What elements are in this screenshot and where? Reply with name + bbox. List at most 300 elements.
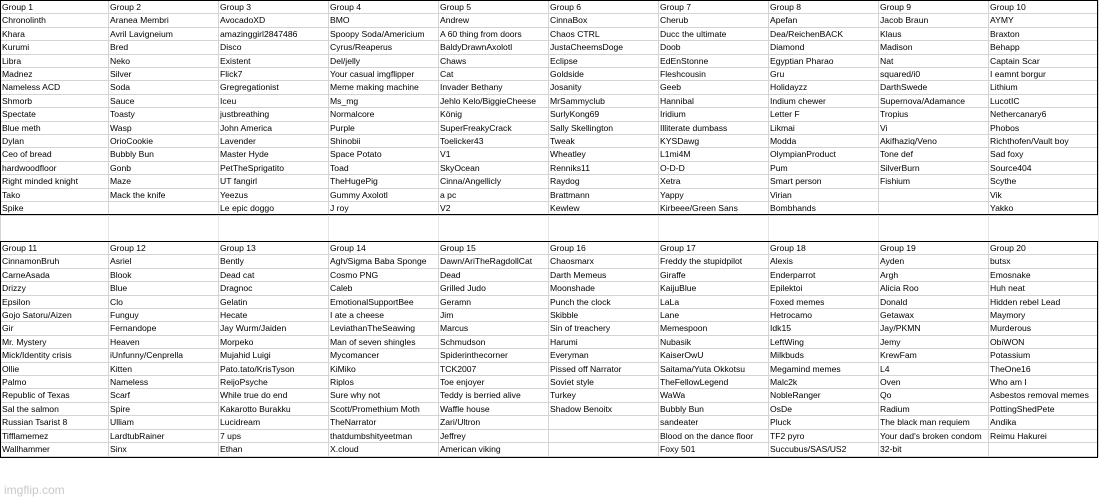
- member-cell[interactable]: Emosnake: [989, 268, 1099, 281]
- member-cell[interactable]: Renniks11: [549, 161, 659, 174]
- member-cell[interactable]: Qo: [879, 389, 989, 402]
- member-cell[interactable]: PottingShedPete: [989, 402, 1099, 415]
- member-cell[interactable]: Alicia Roo: [879, 282, 989, 295]
- member-cell[interactable]: [989, 443, 1099, 456]
- member-cell[interactable]: TheHugePig: [329, 175, 439, 188]
- member-cell[interactable]: Cinna/Angellicly: [439, 175, 549, 188]
- member-cell[interactable]: Apefan: [769, 14, 879, 27]
- member-cell[interactable]: Hannibal: [659, 94, 769, 107]
- member-cell[interactable]: thatdumbshityeetman: [329, 429, 439, 442]
- member-cell[interactable]: Milkbuds: [769, 349, 879, 362]
- member-cell[interactable]: A 60 thing from doors: [439, 27, 549, 40]
- member-cell[interactable]: Indium chewer: [769, 94, 879, 107]
- member-cell[interactable]: Teddy is berried alive: [439, 389, 549, 402]
- member-cell[interactable]: LardtubRainer: [109, 429, 219, 442]
- member-cell[interactable]: Ollie: [1, 362, 109, 375]
- member-cell[interactable]: Nethercanary6: [989, 108, 1099, 121]
- member-cell[interactable]: Bombhands: [769, 202, 879, 215]
- member-cell[interactable]: Andrew: [439, 14, 549, 27]
- member-cell[interactable]: Blue meth: [1, 121, 109, 134]
- member-cell[interactable]: Existent: [219, 54, 329, 67]
- member-cell[interactable]: Geramn: [439, 295, 549, 308]
- member-cell[interactable]: Jemy: [879, 335, 989, 348]
- member-cell[interactable]: EdEnStonne: [659, 54, 769, 67]
- member-cell[interactable]: Diamond: [769, 41, 879, 54]
- member-cell[interactable]: SilverBurn: [879, 161, 989, 174]
- member-cell[interactable]: CinnaBox: [549, 14, 659, 27]
- member-cell[interactable]: Sal the salmon: [1, 402, 109, 415]
- member-cell[interactable]: Eclipse: [549, 54, 659, 67]
- member-cell[interactable]: Kewlew: [549, 202, 659, 215]
- member-cell[interactable]: L4: [879, 362, 989, 375]
- member-cell[interactable]: Mick/Identity crisis: [1, 349, 109, 362]
- member-cell[interactable]: Dead: [439, 268, 549, 281]
- member-cell[interactable]: Space Potato: [329, 148, 439, 161]
- member-cell[interactable]: Scarf: [109, 389, 219, 402]
- member-cell[interactable]: Hecate: [219, 309, 329, 322]
- member-cell[interactable]: Mr. Mystery: [1, 335, 109, 348]
- member-cell[interactable]: Caleb: [329, 282, 439, 295]
- member-cell[interactable]: LaLa: [659, 295, 769, 308]
- member-cell[interactable]: OrioCookie: [109, 135, 219, 148]
- member-cell[interactable]: hardwoodfloor: [1, 161, 109, 174]
- member-cell[interactable]: a pc: [439, 188, 549, 201]
- member-cell[interactable]: Bently: [219, 255, 329, 268]
- member-cell[interactable]: Chronolinth: [1, 14, 109, 27]
- member-cell[interactable]: Richthofen/Vault boy: [989, 135, 1099, 148]
- member-cell[interactable]: Waffle house: [439, 402, 549, 415]
- group-header-cell[interactable]: Group 13: [219, 242, 329, 255]
- member-cell[interactable]: Sin of treachery: [549, 322, 659, 335]
- member-cell[interactable]: [549, 443, 659, 456]
- member-cell[interactable]: I ate a cheese: [329, 309, 439, 322]
- member-cell[interactable]: Wasp: [109, 121, 219, 134]
- member-cell[interactable]: Asriel: [109, 255, 219, 268]
- member-cell[interactable]: Pum: [769, 161, 879, 174]
- member-cell[interactable]: Sad foxy: [989, 148, 1099, 161]
- member-cell[interactable]: KaijuBlue: [659, 282, 769, 295]
- group-header-cell[interactable]: Group 15: [439, 242, 549, 255]
- member-cell[interactable]: Epsilon: [1, 295, 109, 308]
- member-cell[interactable]: Jacob Braun: [879, 14, 989, 27]
- member-cell[interactable]: Klaus: [879, 27, 989, 40]
- member-cell[interactable]: X.cloud: [329, 443, 439, 456]
- member-cell[interactable]: Who am I: [989, 376, 1099, 389]
- member-cell[interactable]: Dea/ReichenBACK: [769, 27, 879, 40]
- member-cell[interactable]: Darth Memeus: [549, 268, 659, 281]
- member-cell[interactable]: Agh/Sigma Baba Sponge: [329, 255, 439, 268]
- member-cell[interactable]: Ulliam: [109, 416, 219, 429]
- member-cell[interactable]: Wheatley: [549, 148, 659, 161]
- member-cell[interactable]: Bubbly Bun: [659, 402, 769, 415]
- member-cell[interactable]: Enderparrot: [769, 268, 879, 281]
- member-cell[interactable]: Akifhaziq/Veno: [879, 135, 989, 148]
- member-cell[interactable]: Fishium: [879, 175, 989, 188]
- member-cell[interactable]: Goldside: [549, 68, 659, 81]
- member-cell[interactable]: Jeffrey: [439, 429, 549, 442]
- member-cell[interactable]: Tweak: [549, 135, 659, 148]
- member-cell[interactable]: MrSammyclub: [549, 94, 659, 107]
- member-cell[interactable]: ReijoPsyche: [219, 376, 329, 389]
- member-cell[interactable]: KiMiko: [329, 362, 439, 375]
- member-cell[interactable]: Ms_mg: [329, 94, 439, 107]
- member-cell[interactable]: Maze: [109, 175, 219, 188]
- member-cell[interactable]: Gelatin: [219, 295, 329, 308]
- member-cell[interactable]: Blue: [109, 282, 219, 295]
- member-cell[interactable]: Letter F: [769, 108, 879, 121]
- member-cell[interactable]: V1: [439, 148, 549, 161]
- member-cell[interactable]: Kirbeee/Green Sans: [659, 202, 769, 215]
- member-cell[interactable]: König: [439, 108, 549, 121]
- member-cell[interactable]: [549, 416, 659, 429]
- member-cell[interactable]: Gregregationist: [219, 81, 329, 94]
- member-cell[interactable]: Shmorb: [1, 94, 109, 107]
- member-cell[interactable]: Holidayzz: [769, 81, 879, 94]
- member-cell[interactable]: Turkey: [549, 389, 659, 402]
- member-cell[interactable]: Pato.tato/KrisTyson: [219, 362, 329, 375]
- member-cell[interactable]: Jay/PKMN: [879, 322, 989, 335]
- member-cell[interactable]: Iceu: [219, 94, 329, 107]
- member-cell[interactable]: Your casual imgflipper: [329, 68, 439, 81]
- member-cell[interactable]: Memespoon: [659, 322, 769, 335]
- member-cell[interactable]: Egyptian Pharao: [769, 54, 879, 67]
- member-cell[interactable]: Getawax: [879, 309, 989, 322]
- member-cell[interactable]: Cyrus/Reaperus: [329, 41, 439, 54]
- member-cell[interactable]: Soviet style: [549, 376, 659, 389]
- member-cell[interactable]: Harumi: [549, 335, 659, 348]
- member-cell[interactable]: [549, 429, 659, 442]
- member-cell[interactable]: Aranea Membri: [109, 14, 219, 27]
- member-cell[interactable]: Gummy Axolotl: [329, 188, 439, 201]
- member-cell[interactable]: Iridium: [659, 108, 769, 121]
- member-cell[interactable]: Right minded knight: [1, 175, 109, 188]
- group-header-cell[interactable]: Group 5: [439, 1, 549, 14]
- member-cell[interactable]: Idk15: [769, 322, 879, 335]
- member-cell[interactable]: Disco: [219, 41, 329, 54]
- member-cell[interactable]: Your dad's broken condom: [879, 429, 989, 442]
- member-cell[interactable]: Invader Bethany: [439, 81, 549, 94]
- member-cell[interactable]: KaiserOwU: [659, 349, 769, 362]
- member-cell[interactable]: Gonb: [109, 161, 219, 174]
- member-cell[interactable]: Pissed off Narrator: [549, 362, 659, 375]
- member-cell[interactable]: Raydog: [549, 175, 659, 188]
- member-cell[interactable]: Kitten: [109, 362, 219, 375]
- member-cell[interactable]: Hidden rebel Lead: [989, 295, 1099, 308]
- member-cell[interactable]: Vi: [879, 121, 989, 134]
- member-cell[interactable]: Clo: [109, 295, 219, 308]
- member-cell[interactable]: PetTheSprigatito: [219, 161, 329, 174]
- member-cell[interactable]: Madison: [879, 41, 989, 54]
- member-cell[interactable]: Toad: [329, 161, 439, 174]
- member-cell[interactable]: Soda: [109, 81, 219, 94]
- member-cell[interactable]: Republic of Texas: [1, 389, 109, 402]
- member-cell[interactable]: LeviathanTheSeawing: [329, 322, 439, 335]
- member-cell[interactable]: 32-bit: [879, 443, 989, 456]
- member-cell[interactable]: Master Hyde: [219, 148, 329, 161]
- member-cell[interactable]: AvocadoXD: [219, 14, 329, 27]
- member-cell[interactable]: TF2 pyro: [769, 429, 879, 442]
- member-cell[interactable]: Mujahid Luigi: [219, 349, 329, 362]
- member-cell[interactable]: Nameless: [109, 376, 219, 389]
- member-cell[interactable]: Dead cat: [219, 268, 329, 281]
- member-cell[interactable]: Ayden: [879, 255, 989, 268]
- member-cell[interactable]: Jim: [439, 309, 549, 322]
- member-cell[interactable]: Toelicker43: [439, 135, 549, 148]
- member-cell[interactable]: Nameless ACD: [1, 81, 109, 94]
- member-cell[interactable]: Scott/Promethium Moth: [329, 402, 439, 415]
- member-cell[interactable]: Giraffe: [659, 268, 769, 281]
- member-cell[interactable]: SuperFreakyCrack: [439, 121, 549, 134]
- member-cell[interactable]: Heaven: [109, 335, 219, 348]
- member-cell[interactable]: Fernandope: [109, 322, 219, 335]
- member-cell[interactable]: Foxy 501: [659, 443, 769, 456]
- member-cell[interactable]: Spiderinthecorner: [439, 349, 549, 362]
- member-cell[interactable]: Avril Lavigneium: [109, 27, 219, 40]
- group-header-cell[interactable]: Group 1: [1, 1, 109, 14]
- member-cell[interactable]: Spoopy Soda/Americium: [329, 27, 439, 40]
- member-cell[interactable]: Scythe: [989, 175, 1099, 188]
- member-cell[interactable]: Libra: [1, 54, 109, 67]
- member-cell[interactable]: Dawn/AriTheRagdollCat: [439, 255, 549, 268]
- member-cell[interactable]: Gru: [769, 68, 879, 81]
- member-cell[interactable]: Blook: [109, 268, 219, 281]
- member-cell[interactable]: Argh: [879, 268, 989, 281]
- member-cell[interactable]: Spire: [109, 402, 219, 415]
- member-cell[interactable]: Dragnoc: [219, 282, 329, 295]
- member-cell[interactable]: Madnez: [1, 68, 109, 81]
- member-cell[interactable]: Moonshade: [549, 282, 659, 295]
- member-cell[interactable]: squared/i0: [879, 68, 989, 81]
- member-cell[interactable]: The black man requiem: [879, 416, 989, 429]
- member-cell[interactable]: Riplos: [329, 376, 439, 389]
- member-cell[interactable]: Asbestos removal memes: [989, 389, 1099, 402]
- member-cell[interactable]: Saitama/Yuta Okkotsu: [659, 362, 769, 375]
- member-cell[interactable]: UT fangirl: [219, 175, 329, 188]
- member-cell[interactable]: Lane: [659, 309, 769, 322]
- member-cell[interactable]: Tropius: [879, 108, 989, 121]
- member-cell[interactable]: L1mi4M: [659, 148, 769, 161]
- member-cell[interactable]: Huh neat: [989, 282, 1099, 295]
- member-cell[interactable]: Ducc the ultimate: [659, 27, 769, 40]
- member-cell[interactable]: Russian Tsarist 8: [1, 416, 109, 429]
- member-cell[interactable]: BaldyDrawnAxolotl: [439, 41, 549, 54]
- member-cell[interactable]: TheOne16: [989, 362, 1099, 375]
- member-cell[interactable]: Reimu Hakurei: [989, 429, 1099, 442]
- member-cell[interactable]: Marcus: [439, 322, 549, 335]
- member-cell[interactable]: Sally Skellington: [549, 121, 659, 134]
- member-cell[interactable]: Jay Wurm/Jaiden: [219, 322, 329, 335]
- member-cell[interactable]: Murderous: [989, 322, 1099, 335]
- member-cell[interactable]: ObiWON: [989, 335, 1099, 348]
- member-cell[interactable]: justbreathing: [219, 108, 329, 121]
- group-header-cell[interactable]: Group 4: [329, 1, 439, 14]
- member-cell[interactable]: butsx: [989, 255, 1099, 268]
- member-cell[interactable]: Drizzy: [1, 282, 109, 295]
- member-cell[interactable]: KrewFam: [879, 349, 989, 362]
- member-cell[interactable]: Andika: [989, 416, 1099, 429]
- member-cell[interactable]: Hetrocamo: [769, 309, 879, 322]
- member-cell[interactable]: OsDe: [769, 402, 879, 415]
- member-cell[interactable]: John America: [219, 121, 329, 134]
- member-cell[interactable]: Everyman: [549, 349, 659, 362]
- member-cell[interactable]: Blood on the dance floor: [659, 429, 769, 442]
- group-header-cell[interactable]: Group 17: [659, 242, 769, 255]
- member-cell[interactable]: Morpeko: [219, 335, 329, 348]
- member-cell[interactable]: Vik: [989, 188, 1099, 201]
- member-cell[interactable]: Nat: [879, 54, 989, 67]
- member-cell[interactable]: Modda: [769, 135, 879, 148]
- member-cell[interactable]: Mycomancer: [329, 349, 439, 362]
- member-cell[interactable]: Skibble: [549, 309, 659, 322]
- member-cell[interactable]: Wallhammer: [1, 443, 109, 456]
- member-cell[interactable]: Succubus/SAS/US2: [769, 443, 879, 456]
- member-cell[interactable]: Megamind memes: [769, 362, 879, 375]
- member-cell[interactable]: Sure why not: [329, 389, 439, 402]
- group-header-cell[interactable]: Group 6: [549, 1, 659, 14]
- member-cell[interactable]: Purple: [329, 121, 439, 134]
- member-cell[interactable]: Gojo Satoru/Aizen: [1, 309, 109, 322]
- member-cell[interactable]: Smart person: [769, 175, 879, 188]
- member-cell[interactable]: Behapp: [989, 41, 1099, 54]
- member-cell[interactable]: V2: [439, 202, 549, 215]
- group-header-cell[interactable]: Group 9: [879, 1, 989, 14]
- member-cell[interactable]: Punch the clock: [549, 295, 659, 308]
- member-cell[interactable]: Fleshcousin: [659, 68, 769, 81]
- group-header-cell[interactable]: Group 2: [109, 1, 219, 14]
- group-header-cell[interactable]: Group 7: [659, 1, 769, 14]
- member-cell[interactable]: LucotIC: [989, 94, 1099, 107]
- member-cell[interactable]: Ethan: [219, 443, 329, 456]
- member-cell[interactable]: Meme making machine: [329, 81, 439, 94]
- member-cell[interactable]: Bubbly Bun: [109, 148, 219, 161]
- member-cell[interactable]: Toasty: [109, 108, 219, 121]
- member-cell[interactable]: SkyOcean: [439, 161, 549, 174]
- member-cell[interactable]: [879, 188, 989, 201]
- group-header-cell[interactable]: Group 3: [219, 1, 329, 14]
- member-cell[interactable]: Neko: [109, 54, 219, 67]
- member-cell[interactable]: OlympianProduct: [769, 148, 879, 161]
- member-cell[interactable]: Phobos: [989, 121, 1099, 134]
- member-cell[interactable]: Yakko: [989, 202, 1099, 215]
- member-cell[interactable]: TheNarrator: [329, 416, 439, 429]
- member-cell[interactable]: O-D-D: [659, 161, 769, 174]
- member-cell[interactable]: Dylan: [1, 135, 109, 148]
- member-cell[interactable]: Lucidream: [219, 416, 329, 429]
- member-cell[interactable]: Kurumi: [1, 41, 109, 54]
- member-cell[interactable]: Geeb: [659, 81, 769, 94]
- member-cell[interactable]: AYMY: [989, 14, 1099, 27]
- member-cell[interactable]: Cat: [439, 68, 549, 81]
- member-cell[interactable]: Khara: [1, 27, 109, 40]
- member-cell[interactable]: Brattmann: [549, 188, 659, 201]
- member-cell[interactable]: Funguy: [109, 309, 219, 322]
- member-cell[interactable]: Tone def: [879, 148, 989, 161]
- group-header-cell[interactable]: Group 8: [769, 1, 879, 14]
- member-cell[interactable]: Cherub: [659, 14, 769, 27]
- member-cell[interactable]: Schmudson: [439, 335, 549, 348]
- member-cell[interactable]: Tifflamemez: [1, 429, 109, 442]
- member-cell[interactable]: While true do end: [219, 389, 329, 402]
- member-cell[interactable]: Kakarotto Burakku: [219, 402, 329, 415]
- member-cell[interactable]: Foxed memes: [769, 295, 879, 308]
- group-header-cell[interactable]: Group 12: [109, 242, 219, 255]
- member-cell[interactable]: Braxton: [989, 27, 1099, 40]
- member-cell[interactable]: Cosmo PNG: [329, 268, 439, 281]
- member-cell[interactable]: KYSDawg: [659, 135, 769, 148]
- member-cell[interactable]: EmotionalSupportBee: [329, 295, 439, 308]
- member-cell[interactable]: Yappy: [659, 188, 769, 201]
- member-cell[interactable]: amazinggirl2847486: [219, 27, 329, 40]
- member-cell[interactable]: Sauce: [109, 94, 219, 107]
- member-cell[interactable]: Chaws: [439, 54, 549, 67]
- member-cell[interactable]: Epilektoi: [769, 282, 879, 295]
- member-cell[interactable]: Freddy the stupidpilot: [659, 255, 769, 268]
- member-cell[interactable]: TheFellowLegend: [659, 376, 769, 389]
- member-cell[interactable]: Flick7: [219, 68, 329, 81]
- group-header-cell[interactable]: Group 14: [329, 242, 439, 255]
- member-cell[interactable]: Mack the knife: [109, 188, 219, 201]
- member-cell[interactable]: Potassium: [989, 349, 1099, 362]
- member-cell[interactable]: American viking: [439, 443, 549, 456]
- member-cell[interactable]: Spectate: [1, 108, 109, 121]
- member-cell[interactable]: LeftWing: [769, 335, 879, 348]
- member-cell[interactable]: SurlyKong69: [549, 108, 659, 121]
- member-cell[interactable]: Captain Scar: [989, 54, 1099, 67]
- member-cell[interactable]: Le epic doggo: [219, 202, 329, 215]
- group-header-cell[interactable]: Group 10: [989, 1, 1099, 14]
- member-cell[interactable]: Bred: [109, 41, 219, 54]
- member-cell[interactable]: Tako: [1, 188, 109, 201]
- member-cell[interactable]: Toe enjoyer: [439, 376, 549, 389]
- member-cell[interactable]: J roy: [329, 202, 439, 215]
- member-cell[interactable]: Pluck: [769, 416, 879, 429]
- member-cell[interactable]: DarthSwede: [879, 81, 989, 94]
- member-cell[interactable]: Source404: [989, 161, 1099, 174]
- member-cell[interactable]: Palmo: [1, 376, 109, 389]
- member-cell[interactable]: BMO: [329, 14, 439, 27]
- member-cell[interactable]: Xetra: [659, 175, 769, 188]
- member-cell[interactable]: Alexis: [769, 255, 879, 268]
- member-cell[interactable]: Sinx: [109, 443, 219, 456]
- member-cell[interactable]: Lithium: [989, 81, 1099, 94]
- member-cell[interactable]: Lavender: [219, 135, 329, 148]
- member-cell[interactable]: Radium: [879, 402, 989, 415]
- member-cell[interactable]: Silver: [109, 68, 219, 81]
- member-cell[interactable]: I eamnt borgur: [989, 68, 1099, 81]
- member-cell[interactable]: Josanity: [549, 81, 659, 94]
- member-cell[interactable]: JustaCheemsDoge: [549, 41, 659, 54]
- member-cell[interactable]: Virian: [769, 188, 879, 201]
- group-header-cell[interactable]: Group 18: [769, 242, 879, 255]
- member-cell[interactable]: Doob: [659, 41, 769, 54]
- member-cell[interactable]: Chaos CTRL: [549, 27, 659, 40]
- group-header-cell[interactable]: Group 11: [1, 242, 109, 255]
- member-cell[interactable]: Illiterate dumbass: [659, 121, 769, 134]
- member-cell[interactable]: Spike: [1, 202, 109, 215]
- member-cell[interactable]: Shinobii: [329, 135, 439, 148]
- group-header-cell[interactable]: Group 20: [989, 242, 1099, 255]
- member-cell[interactable]: CinnamonBruh: [1, 255, 109, 268]
- member-cell[interactable]: Yeezus: [219, 188, 329, 201]
- member-cell[interactable]: Oven: [879, 376, 989, 389]
- member-cell[interactable]: Nubasik: [659, 335, 769, 348]
- group-header-cell[interactable]: Group 16: [549, 242, 659, 255]
- member-cell[interactable]: Chaosmarx: [549, 255, 659, 268]
- member-cell[interactable]: Shadow Benoitx: [549, 402, 659, 415]
- member-cell[interactable]: Gir: [1, 322, 109, 335]
- member-cell[interactable]: Man of seven shingles: [329, 335, 439, 348]
- member-cell[interactable]: Donald: [879, 295, 989, 308]
